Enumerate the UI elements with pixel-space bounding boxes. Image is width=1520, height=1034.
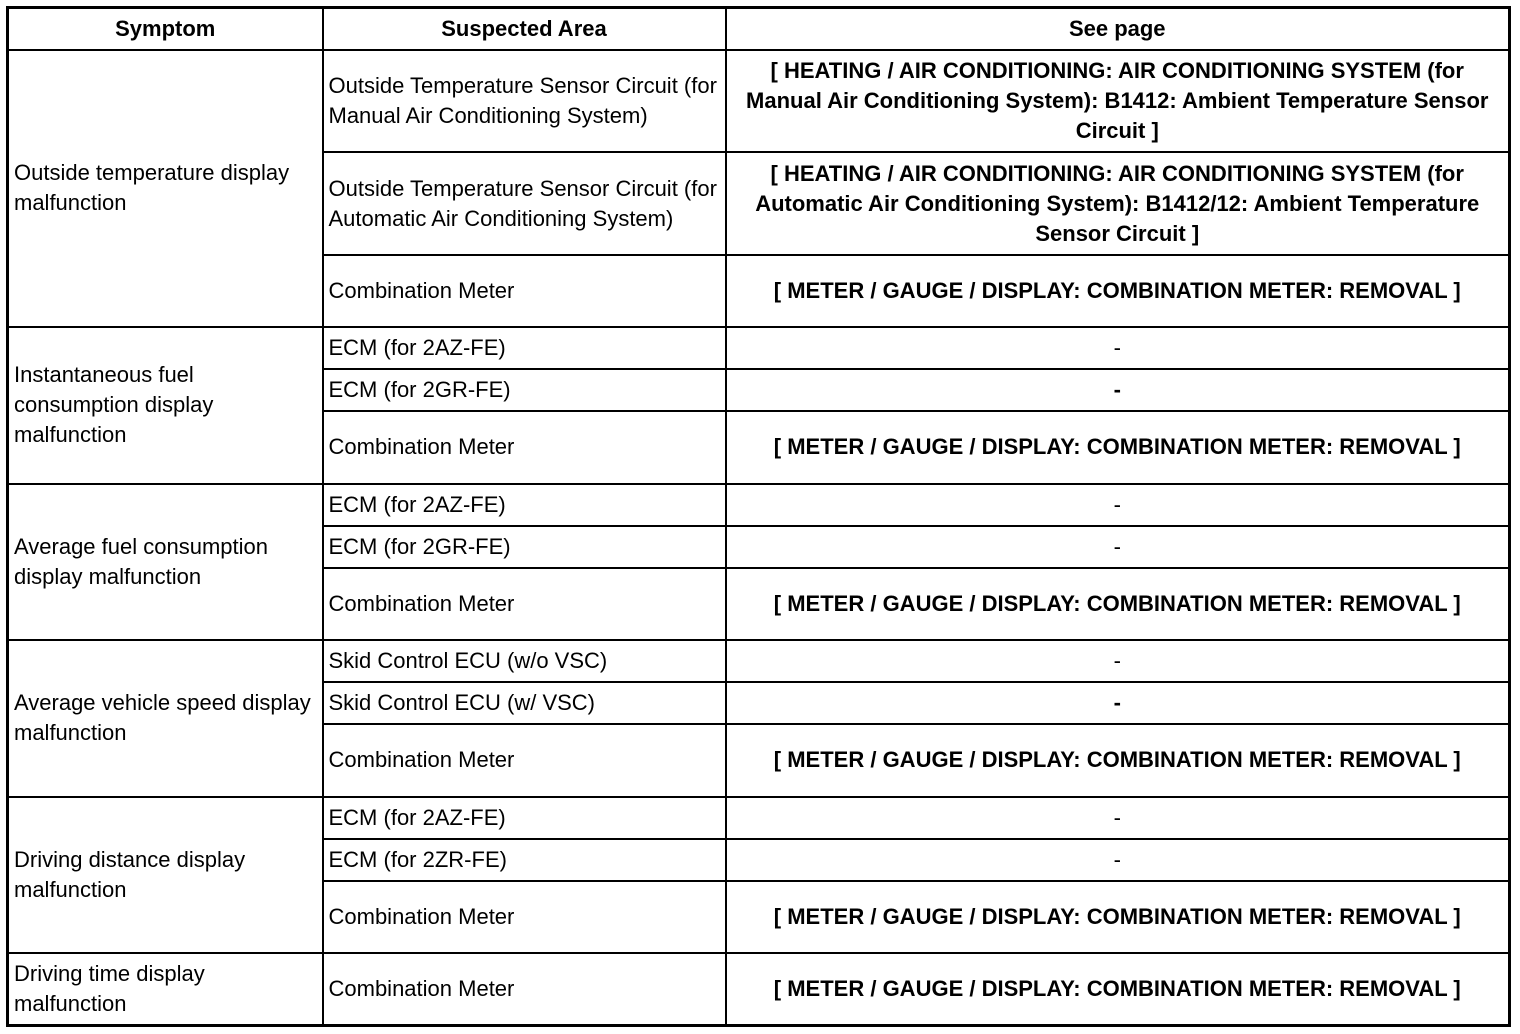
suspected-area-cell: Combination Meter — [323, 724, 726, 796]
symptom-cell: Average vehicle speed display malfunction — [8, 640, 323, 797]
see-page-cell: - — [726, 327, 1510, 369]
see-page-cell: - — [726, 839, 1510, 881]
see-page-cell: [ HEATING / AIR CONDITIONING: AIR CONDITIONING SYSTEM (for Manual Air Conditioning System): B1412: Ambient Temperature Sensor Circuit ] — [726, 50, 1510, 152]
symptom-cell: Average fuel consumption display malfunction — [8, 484, 323, 641]
see-page-cell: [ HEATING / AIR CONDITIONING: AIR CONDITIONING SYSTEM (for Automatic Air Conditioning System): B1412/12: Ambient Temperature Sensor Circuit ] — [726, 152, 1510, 254]
symptom-cell: Outside temperature display malfunction — [8, 50, 323, 327]
table-row — [8, 953, 1510, 1025]
suspected-area-cell: ECM (for 2AZ-FE) — [323, 484, 726, 526]
suspected-area-cell: Combination Meter — [323, 881, 726, 953]
see-page-cell: - — [726, 640, 1510, 682]
see-page-cell: - — [726, 369, 1510, 411]
symptom-cell: Driving time display malfunction — [8, 953, 323, 1025]
suspected-area-cell: ECM (for 2ZR-FE) — [323, 839, 726, 881]
see-page-cell: - — [726, 484, 1510, 526]
table-row — [8, 484, 1510, 526]
suspected-area-cell: Outside Temperature Sensor Circuit (for Manual Air Conditioning System) — [323, 50, 726, 152]
suspected-area-cell: Combination Meter — [323, 255, 726, 327]
suspected-area-cell: Skid Control ECU (w/ VSC) — [323, 682, 726, 724]
symptom-cell: Instantaneous fuel consumption display malfunction — [8, 327, 323, 484]
symptom-cell: Driving distance display malfunction — [8, 797, 323, 954]
see-page-cell: [ METER / GAUGE / DISPLAY: COMBINATION METER: REMOVAL ] — [726, 881, 1510, 953]
suspected-area-cell: Skid Control ECU (w/o VSC) — [323, 640, 726, 682]
suspected-area-cell: Combination Meter — [323, 568, 726, 640]
table-row — [8, 797, 1510, 839]
suspected-area-cell: ECM (for 2GR-FE) — [323, 369, 726, 411]
suspected-area-cell: Combination Meter — [323, 411, 726, 483]
see-page-cell: - — [726, 682, 1510, 724]
header-symptom: Symptom — [8, 8, 323, 51]
header-see-page: See page — [726, 8, 1510, 51]
suspected-area-cell: ECM (for 2AZ-FE) — [323, 327, 726, 369]
suspected-area-cell: ECM (for 2GR-FE) — [323, 526, 726, 568]
suspected-area-cell: Outside Temperature Sensor Circuit (for Automatic Air Conditioning System) — [323, 152, 726, 254]
header-row — [8, 8, 1510, 51]
see-page-cell: [ METER / GAUGE / DISPLAY: COMBINATION METER: REMOVAL ] — [726, 411, 1510, 483]
see-page-cell: [ METER / GAUGE / DISPLAY: COMBINATION METER: REMOVAL ] — [726, 255, 1510, 327]
table-row — [8, 640, 1510, 682]
table-row — [8, 50, 1510, 152]
see-page-cell: [ METER / GAUGE / DISPLAY: COMBINATION METER: REMOVAL ] — [726, 953, 1510, 1025]
header-suspected-area: Suspected Area — [323, 8, 726, 51]
see-page-cell: [ METER / GAUGE / DISPLAY: COMBINATION METER: REMOVAL ] — [726, 568, 1510, 640]
see-page-cell: - — [726, 797, 1510, 839]
suspected-area-cell: ECM (for 2AZ-FE) — [323, 797, 726, 839]
see-page-cell: - — [726, 526, 1510, 568]
troubleshooting-table — [6, 6, 1511, 1027]
see-page-cell: [ METER / GAUGE / DISPLAY: COMBINATION METER: REMOVAL ] — [726, 724, 1510, 796]
table-row — [8, 327, 1510, 369]
suspected-area-cell: Combination Meter — [323, 953, 726, 1025]
